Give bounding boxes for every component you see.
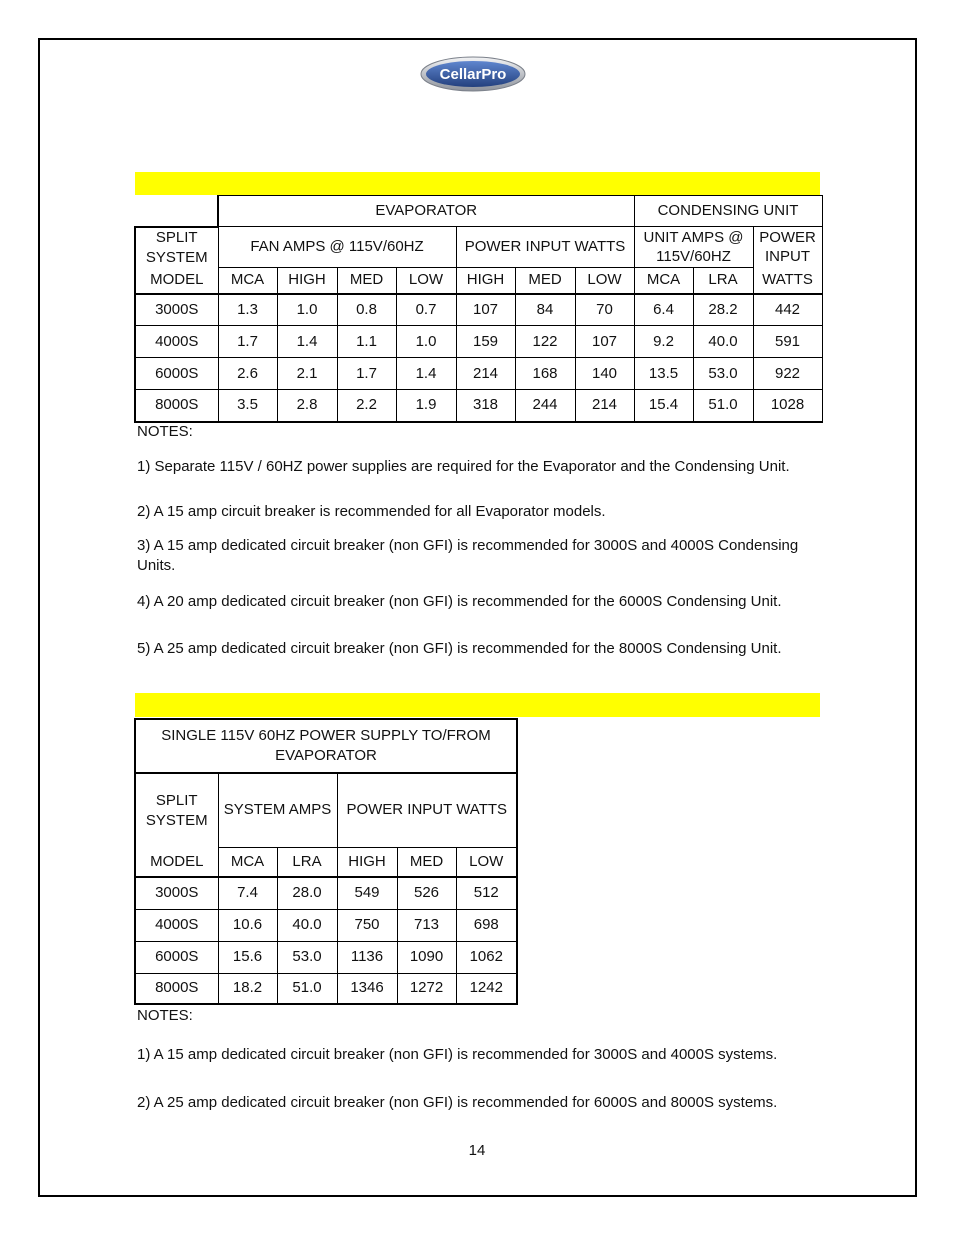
table-cell: 53.0	[277, 941, 337, 973]
table-cell: 1.0	[396, 326, 456, 358]
single-supply-title-line2: EVAPORATOR	[275, 747, 377, 764]
table-cell: 9.2	[634, 326, 693, 358]
column-header: HIGH	[277, 268, 337, 294]
table-row	[135, 877, 517, 909]
table-cell: 107	[575, 326, 634, 358]
table-cell: 1.3	[218, 294, 277, 326]
table-cell: 51.0	[693, 390, 753, 422]
table-cell: 1062	[456, 941, 517, 973]
table-cell: 549	[337, 877, 397, 909]
column-header: LOW	[396, 268, 456, 294]
table-cell: 13.5	[634, 358, 693, 390]
model-cell: 6000S	[135, 941, 218, 973]
table-cell: 512	[456, 877, 517, 909]
column-header: MED	[397, 847, 456, 877]
column-header: MCA	[218, 847, 277, 877]
table-cell: 2.6	[218, 358, 277, 390]
notes-label-1: NOTES:	[137, 423, 193, 440]
table-cell: 3.5	[218, 390, 277, 422]
model-cell: 3000S	[135, 294, 218, 326]
blank-corner	[135, 196, 218, 227]
power-input-watts-header: POWER INPUT WATTS	[337, 773, 517, 847]
power-input-line3: WATTS	[753, 268, 822, 294]
model-header	[135, 773, 218, 847]
table-cell: 28.0	[277, 877, 337, 909]
column-header: HIGH	[337, 847, 397, 877]
column-header: MED	[515, 268, 575, 294]
model-cell: 3000S	[135, 877, 218, 909]
table-cell: 10.6	[218, 909, 277, 941]
table-row	[135, 294, 822, 326]
table-cell: 40.0	[277, 909, 337, 941]
single-supply-title-line1: SINGLE 115V 60HZ POWER SUPPLY TO/FROM	[161, 727, 491, 744]
table-row	[135, 358, 822, 390]
table-cell: 40.0	[693, 326, 753, 358]
table-cell: 1.1	[337, 326, 396, 358]
unit-amps-line1: UNIT AMPS @	[643, 229, 744, 246]
table-row	[135, 973, 517, 1004]
cellarpro-logo	[420, 56, 526, 92]
single-supply-title	[135, 719, 517, 773]
table-cell: 15.4	[634, 390, 693, 422]
note-2-2: 2) A 25 amp dedicated circuit breaker (non GFI) is recommended for 6000S and 8000S systems.	[137, 1094, 778, 1111]
note-1-3-cont: Units.	[137, 557, 176, 574]
table-cell: 526	[397, 877, 456, 909]
table-cell: 214	[456, 358, 515, 390]
note-1-5: 5) A 25 amp dedicated circuit breaker (non GFI) is recommended for the 8000S Condensing Unit.	[137, 640, 782, 657]
power-input-line2: INPUT	[765, 248, 811, 266]
table-cell: 750	[337, 909, 397, 941]
table-cell: 159	[456, 326, 515, 358]
table-cell: 168	[515, 358, 575, 390]
table-cell: 84	[515, 294, 575, 326]
note-1-1: 1) Separate 115V / 60HZ power supplies are required for the Evaporator and the Condensing Unit.	[137, 458, 790, 475]
table-cell: 1028	[753, 390, 822, 422]
table-cell: 1.7	[218, 326, 277, 358]
model-header	[135, 227, 218, 268]
table-cell: 53.0	[693, 358, 753, 390]
table-cell: 1.0	[277, 294, 337, 326]
table-cell: 1.4	[396, 358, 456, 390]
table-cell: 244	[515, 390, 575, 422]
condensing-unit-header: CONDENSING UNIT	[634, 196, 822, 227]
column-header: HIGH	[456, 268, 515, 294]
table-row	[135, 941, 517, 973]
table-cell: 318	[456, 390, 515, 422]
electrical-specs-table-separate	[134, 195, 823, 423]
table-cell: 1.4	[277, 326, 337, 358]
table-cell: 107	[456, 294, 515, 326]
table-row	[135, 909, 517, 941]
model-cell: 8000S	[135, 973, 218, 1004]
table-cell: 122	[515, 326, 575, 358]
table-cell: 51.0	[277, 973, 337, 1004]
power-input-header	[753, 227, 822, 268]
table-cell: 2.1	[277, 358, 337, 390]
unit-amps-header	[634, 227, 753, 268]
section-highlight-bar-2	[135, 693, 820, 717]
model-cell: 4000S	[135, 326, 218, 358]
note-1-3: 3) A 15 amp dedicated circuit breaker (non GFI) is recommended for 3000S and 4000S Condensing	[137, 537, 799, 554]
evaporator-header: EVAPORATOR	[218, 196, 634, 227]
section-highlight-bar-1	[135, 172, 820, 195]
table-cell: 442	[753, 294, 822, 326]
table-cell: 15.6	[218, 941, 277, 973]
model-header-line3: MODEL	[135, 268, 218, 294]
table-cell: 713	[397, 909, 456, 941]
table-cell: 1136	[337, 941, 397, 973]
column-header: LOW	[456, 847, 517, 877]
table-cell: 214	[575, 390, 634, 422]
column-header: LRA	[277, 847, 337, 877]
logo-text: CellarPro	[439, 66, 507, 83]
table-cell: 1.9	[396, 390, 456, 422]
model-cell: 6000S	[135, 358, 218, 390]
notes-label-2: NOTES:	[137, 1007, 193, 1024]
model-header-line2: SYSTEM	[145, 248, 208, 266]
note-1-2: 2) A 15 amp circuit breaker is recommended for all Evaporator models.	[137, 503, 606, 520]
column-header: LRA	[693, 268, 753, 294]
system-amps-header: SYSTEM AMPS	[218, 773, 337, 847]
page-number: 14	[468, 1142, 486, 1159]
table-cell: 140	[575, 358, 634, 390]
unit-amps-line2: 115V/60HZ	[656, 248, 731, 265]
model-header-line1: SPLIT	[155, 228, 198, 246]
column-header: MCA	[634, 268, 693, 294]
power-input-line1: POWER	[759, 229, 816, 247]
table-cell: 698	[456, 909, 517, 941]
table-cell: 922	[753, 358, 822, 390]
table-cell: 591	[753, 326, 822, 358]
model-cell: 8000S	[135, 390, 218, 422]
model-header-line3: MODEL	[135, 847, 218, 877]
table-cell: 1090	[397, 941, 456, 973]
column-header: MED	[337, 268, 396, 294]
table-cell: 2.8	[277, 390, 337, 422]
table-row	[135, 390, 822, 422]
model-header-line2: SYSTEM	[145, 811, 208, 829]
table-cell: 1242	[456, 973, 517, 1004]
table-row	[135, 326, 822, 358]
note-1-4: 4) A 20 amp dedicated circuit breaker (non GFI) is recommended for the 6000S Condensing Unit.	[137, 593, 782, 610]
fan-amps-header: FAN AMPS @ 115V/60HZ	[218, 227, 456, 268]
electrical-specs-table-single	[134, 718, 518, 1005]
table-cell: 2.2	[337, 390, 396, 422]
table-cell: 0.8	[337, 294, 396, 326]
table-cell: 0.7	[396, 294, 456, 326]
table-cell: 7.4	[218, 877, 277, 909]
power-input-watts-header: POWER INPUT WATTS	[456, 227, 634, 268]
table-cell: 18.2	[218, 973, 277, 1004]
note-2-1: 1) A 15 amp dedicated circuit breaker (non GFI) is recommended for 3000S and 4000S systems.	[137, 1046, 778, 1063]
column-header: MCA	[218, 268, 277, 294]
table-cell: 70	[575, 294, 634, 326]
model-header-line1: SPLIT	[155, 791, 198, 809]
table-cell: 6.4	[634, 294, 693, 326]
model-cell: 4000S	[135, 909, 218, 941]
table-cell: 1.7	[337, 358, 396, 390]
table-cell: 1346	[337, 973, 397, 1004]
table-cell: 1272	[397, 973, 456, 1004]
table-cell: 28.2	[693, 294, 753, 326]
column-header: LOW	[575, 268, 634, 294]
